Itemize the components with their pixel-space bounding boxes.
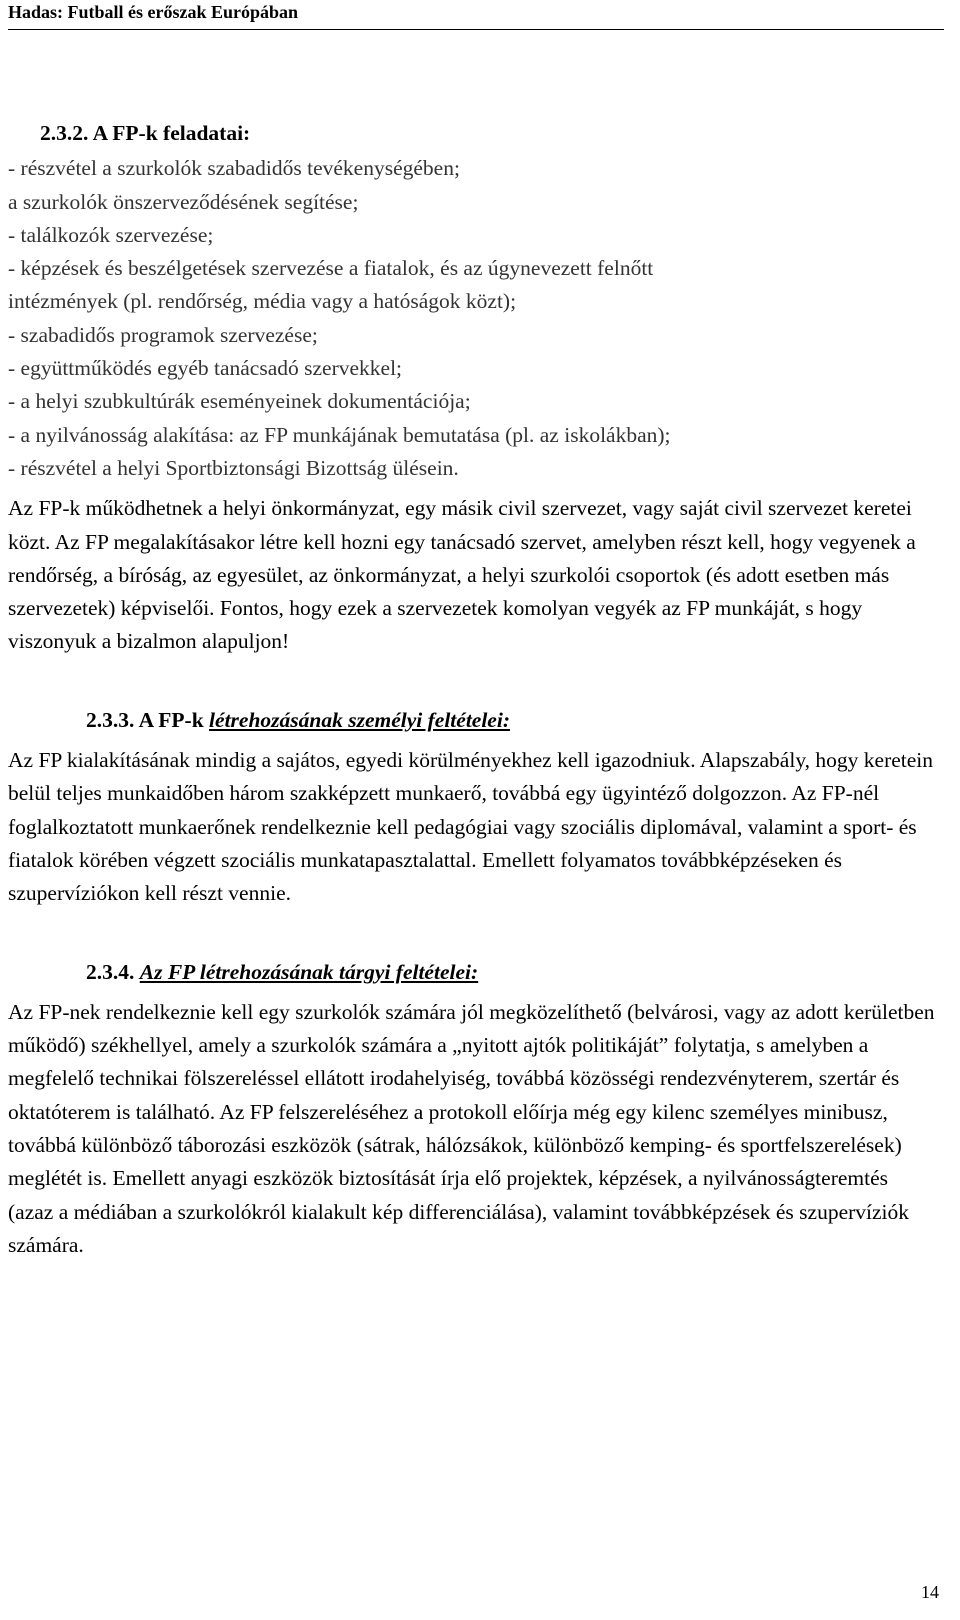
- page-body: [8, 117, 938, 1262]
- list-item: - részvétel a szurkolók szabadidős tevékenységében;: [8, 156, 460, 181]
- list-item: - képzések és beszélgetések szervezése a fiatalok, és az úgynevezett felnőtt: [8, 256, 654, 281]
- tasks-list: [8, 152, 938, 485]
- section-title: A FP-k feladatai:: [88, 121, 251, 145]
- list-item: - együttműködés egyéb tanácsadó szervekkel;: [8, 356, 403, 381]
- section-number: 2.3.4.: [86, 959, 135, 984]
- section-title-italic: létrehozásának személyi feltételei:: [209, 707, 510, 732]
- header-rule: [8, 29, 944, 30]
- body-paragraph: Az FP-k működhetnek a helyi önkormányzat, egy másik civil szervezet, vagy saját civil szervezet keretei közt. Az FP megalakításakor létre kell hozni egy tanácsadó szervet, amelyben részt kell, hogy vegyenek a rendőrség, a bíróság, az egyesület, az önkormányzat, a helyi szurkolói csoportok (és adott esetben más szervezetek) képviselői. Fontos, hogy ezek a szervezetek komolyan vegyék az FP munkáját, s hogy viszonyuk a bizalmon alapuljon!: [8, 496, 916, 654]
- running-header: Hadas: Futball és erőszak Európában: [8, 2, 299, 22]
- section-title-italic: Az FP létrehozásának tárgyi feltételei:: [139, 959, 479, 984]
- section-number: 2.3.3.: [86, 707, 135, 732]
- list-item: intézmények (pl. rendőrség, média vagy a hatóságok közt);: [8, 289, 517, 314]
- section-heading-2-3-2: [40, 117, 938, 150]
- section-heading-2-3-4: [86, 956, 938, 989]
- list-item: - a nyilvánosság alakítása: az FP munkájának bemutatása (pl. az iskolákban);: [8, 422, 671, 447]
- list-item: a szurkolók önszerveződésének segítése;: [8, 189, 359, 214]
- page-number: 14: [921, 1582, 939, 1602]
- section-heading-2-3-3: [86, 704, 938, 737]
- section-spacer: [8, 659, 938, 704]
- body-paragraph: Az FP kialakításának mindig a sajátos, egyedi körülményekhez kell igazodniuk. Alapszabály, hogy keretein belül teljes munkaidőben három szakképzett munkaerő, továbbá egy ügyintéző dolgozzon. Az FP-nél foglalkoztatott munkaerőnek rendelkeznie kell pedagógiai vagy szociális diplomával, valamint a sport- és fiatalok körében végzett szociális munkatapasztalattal. Emellett folyamatos továbbképzéseken és szupervíziókon kell részt vennie.: [8, 748, 934, 906]
- section-spacer: [8, 911, 938, 956]
- list-item: - szabadidős programok szervezése;: [8, 322, 318, 347]
- section-number: 2.3.2.: [40, 121, 89, 145]
- list-item: - a helyi szubkultúrák eseményeinek dokumentációja;: [8, 389, 471, 414]
- body-paragraph: Az FP-nek rendelkeznie kell egy szurkolók számára jól megközelíthető (belvárosi, vagy az adott kerületben működő) székhellyel, amely a szurkolók számára a „nyitott ajtók politikáját” folytatja, s amelyben a megfelelő technikai fölszereléssel ellátott irodahelyiség, továbbá közösségi rendezvényterem, szertár és oktatóterem is található. Az FP felszereléséhez a protokoll előírja még egy kilenc személyes minibusz, továbbá különböző táborozási eszközök (sátrak, hálózsákok, különböző kemping- és sportfelszerelések) meglétét is. Emellett anyagi eszközök biztosítását írja elő projektek, képzések, a nyilvánosságteremtés (azaz a médiában a szurkolókról kialakult kép differenciálása), valamint továbbképzések és szupervíziók számára.: [8, 999, 935, 1257]
- section-title: A FP-k: [134, 707, 210, 732]
- list-item: - találkozók szervezése;: [8, 222, 214, 247]
- list-item: - részvétel a helyi Sportbiztonsági Bizottság ülésein.: [8, 455, 459, 480]
